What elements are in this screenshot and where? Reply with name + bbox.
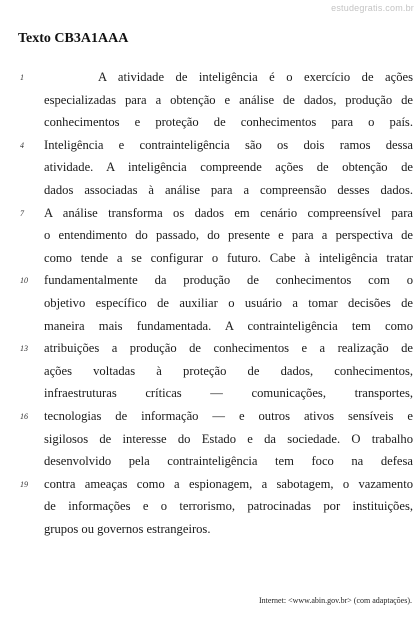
- text-line: [0, 518, 420, 541]
- line-text: contra ameaças como a espionagem, a sabotagem, o vazamento: [44, 476, 413, 491]
- line-text: conhecimentos e proteção de conhecimentos para o país.: [44, 115, 413, 130]
- line-number: 10: [20, 276, 28, 286]
- text-line: [0, 89, 420, 112]
- text-line: [0, 247, 420, 270]
- text-line: [0, 360, 420, 383]
- line-text: fundamentalmente da produção de conhecimentos com o: [44, 273, 413, 288]
- line-text: infraestruturas críticas — comunicações, transportes,: [44, 386, 413, 401]
- line-text: Inteligência e contrainteligência são os dois ramos dessa: [44, 137, 413, 152]
- line-number: 7: [20, 208, 24, 218]
- line-text: ações voltadas à proteção de dados, conhecimentos,: [44, 363, 413, 378]
- text-line: [0, 315, 420, 338]
- text-line: [0, 134, 420, 157]
- line-text: de informações e o terrorismo, patrocinadas por instituições,: [44, 499, 413, 514]
- source-citation: Internet: <www.abin.gov.br> (com adaptações).: [258, 596, 412, 605]
- line-text: A análise transforma os dados em cenário compreensível para: [44, 205, 413, 220]
- text-line: [0, 473, 420, 496]
- line-text: atividade. A inteligência compreende ações de obtenção de: [44, 160, 413, 175]
- text-line: [0, 428, 420, 451]
- text-line: [0, 156, 420, 179]
- text-line: [0, 111, 420, 134]
- line-number: 16: [20, 411, 28, 421]
- line-text: dados associadas à análise para a compreensão desses dados.: [44, 182, 413, 197]
- line-text: grupos ou governos estrangeiros.: [44, 521, 211, 536]
- text-body: [0, 66, 420, 540]
- text-title: Texto CB3A1AAA: [18, 31, 129, 46]
- text-line: [0, 405, 420, 428]
- text-line: [0, 292, 420, 315]
- line-text: objetivo específico de auxiliar o usuário a tomar decisões de: [44, 295, 413, 310]
- text-line: [0, 202, 420, 225]
- line-text: sigilosos de interesse do Estado e da sociedade. O trabalho: [44, 431, 413, 446]
- line-text: atribuições a produção de conhecimentos e a realização de: [44, 341, 413, 356]
- line-text: especializadas para a obtenção e análise de dados, produção de: [44, 92, 413, 107]
- text-line: [0, 224, 420, 247]
- line-text: o entendimento do passado, do presente e para a perspectiva de: [44, 228, 413, 243]
- line-text: desenvolvido pela contrainteligência tem foco na defesa: [44, 454, 413, 469]
- text-line: [0, 450, 420, 473]
- text-line: [0, 179, 420, 202]
- site-watermark: estudegratis.com.br: [331, 3, 414, 13]
- line-number: 13: [20, 344, 28, 354]
- line-number: 4: [20, 140, 24, 150]
- text-line: [0, 495, 420, 518]
- text-line: [0, 382, 420, 405]
- line-number: 1: [20, 73, 24, 82]
- line-text: A atividade de inteligência é o exercício de ações: [98, 70, 413, 84]
- text-line: [0, 66, 420, 89]
- line-text: como tende a se configurar o futuro. Cabe à inteligência tratar: [44, 250, 413, 265]
- line-text: tecnologias de informação — e outros ativos sensíveis e: [44, 408, 413, 423]
- line-number: 19: [20, 479, 28, 489]
- text-line: [0, 337, 420, 360]
- line-text: maneira mais fundamentada. A contrainteligência tem como: [44, 318, 413, 333]
- text-line: [0, 269, 420, 292]
